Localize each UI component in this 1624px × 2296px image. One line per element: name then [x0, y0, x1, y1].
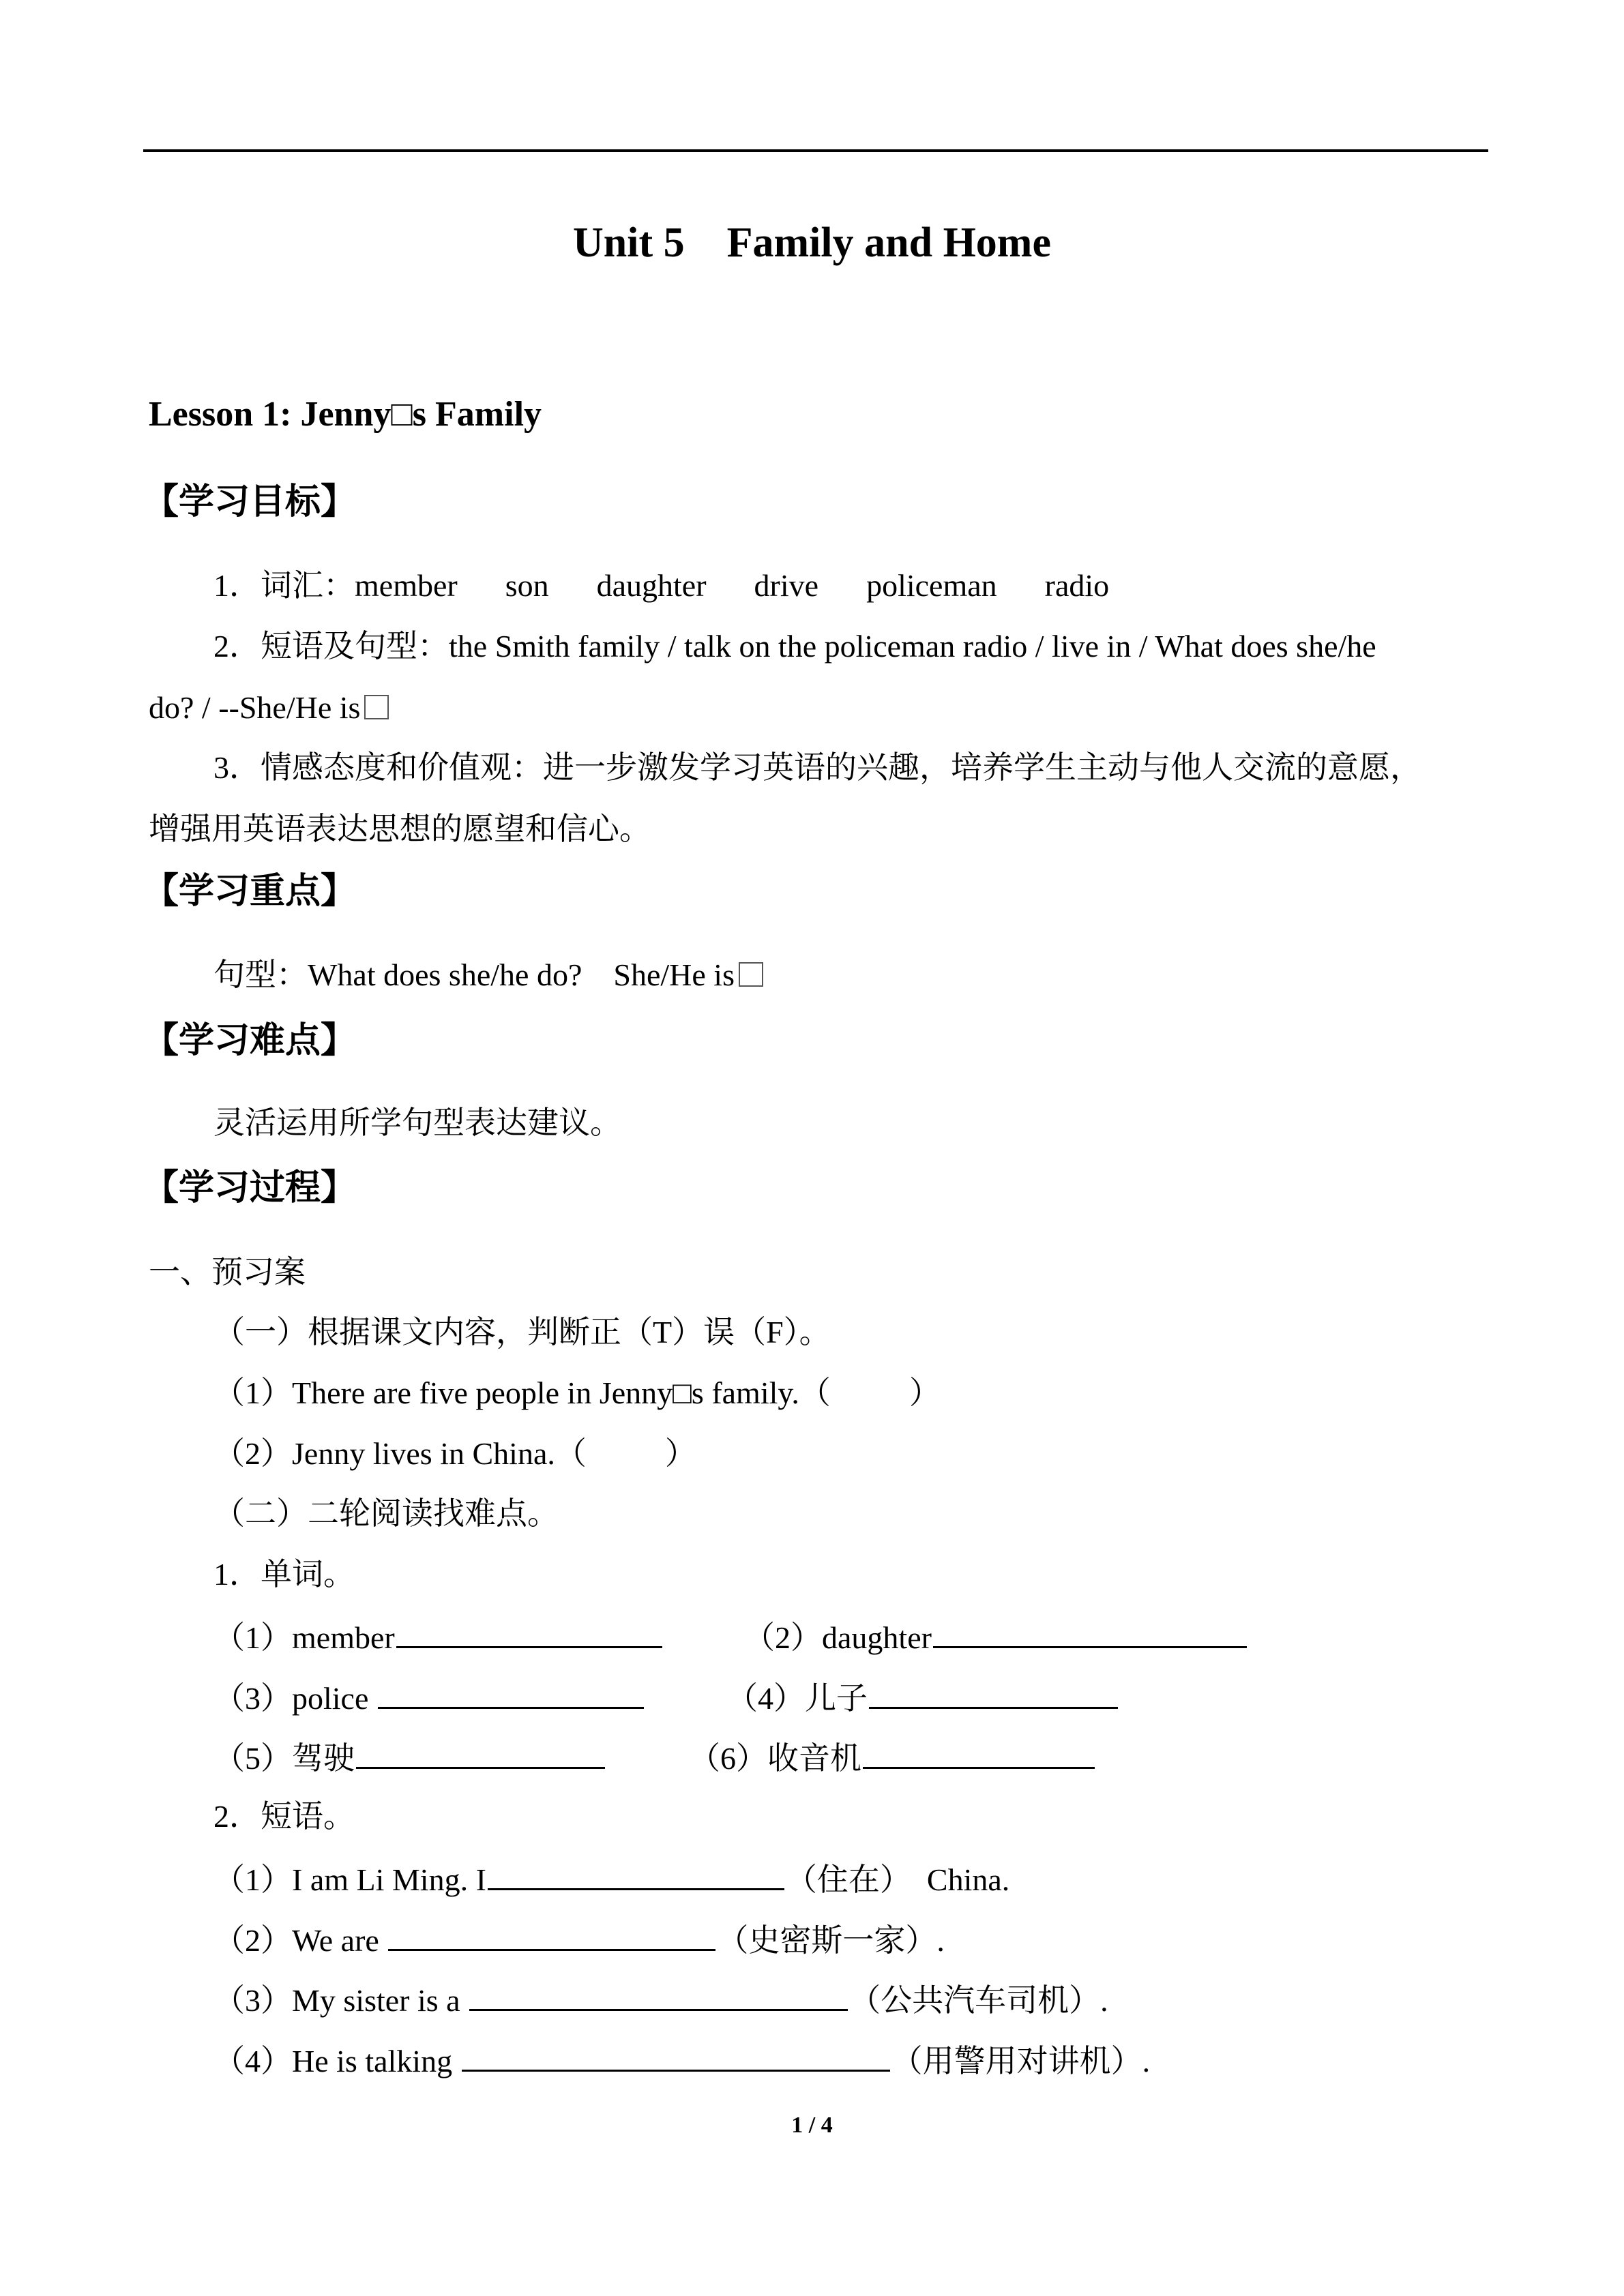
phrase-police-radio: （4）He is talking （用警用对讲机）. [213, 2038, 1150, 2082]
answer-blank[interactable] [863, 1735, 1095, 1769]
lesson-title: Lesson 1: Jenny□s Family [149, 395, 542, 434]
key-points-heading: 【学习重点】 [143, 872, 357, 911]
phrase-live-in: （1）I am Li Ming. I （住在） China. [213, 1857, 1009, 1900]
true-false-question-1: （1）There are five people in Jenny□s family.（ ） [213, 1375, 941, 1410]
page-number: 1 / 4 [791, 2113, 833, 2138]
word-police: （3）police [213, 1675, 645, 1719]
objective-phrases-line1: 2．短语及句型：the Smith family / talk on the policeman radio / live in / What does she/he [213, 629, 1376, 664]
process-heading: 【学习过程】 [143, 1169, 357, 1208]
word-radio-cn: （6）收音机 [689, 1735, 1096, 1779]
answer-blank[interactable] [469, 1978, 848, 2011]
true-false-instructions: （一）根据课文内容，判断正（T）误（F）。 [213, 1315, 831, 1350]
difficulties-heading: 【学习难点】 [143, 1022, 357, 1060]
objective-vocabulary: 1．词汇：member son daughter drive policeman radio [213, 568, 1110, 603]
key-points-text: 句型：What does she/he do? She/He is [213, 955, 763, 996]
objective-phrases-line2: do? / --She/He is [149, 687, 389, 728]
phrase-bus-driver: （3）My sister is a （公共汽车司机）. [213, 1978, 1108, 2021]
answer-blank[interactable] [388, 1918, 715, 1951]
answer-blank[interactable] [378, 1675, 644, 1709]
objective-attitude-line1: 3．情感态度和价值观：进一步激发学习英语的兴趣，培养学生主动与他人交流的意愿， [213, 750, 1421, 785]
phrase-smith-family: （2）We are （史密斯一家）. [213, 1918, 945, 1961]
word-member: （1）member [213, 1615, 664, 1658]
objective-attitude-line2: 增强用英语表达思想的愿望和信心。 [149, 811, 651, 846]
word-drive-cn: （5）驾驶 [213, 1735, 606, 1779]
difficulties-text: 灵活运用所学句型表达建议。 [213, 1105, 621, 1140]
answer-blank[interactable] [462, 2038, 890, 2072]
header-rule [143, 149, 1488, 152]
page-title: Unit 5 Family and Home [573, 220, 1051, 266]
answer-blank[interactable] [396, 1615, 662, 1648]
word-daughter: （2）daughter [743, 1615, 1248, 1658]
word-son-cn: （4）儿子 [726, 1675, 1119, 1719]
placeholder-box-icon [364, 695, 389, 719]
true-false-question-2: （2）Jenny lives in China.（ ） [213, 1436, 696, 1471]
answer-blank[interactable] [356, 1735, 605, 1769]
preview-section-title: 一、预习案 [149, 1255, 306, 1289]
words-title: 1．单词。 [213, 1557, 355, 1592]
placeholder-box-icon [739, 962, 763, 987]
objectives-heading: 【学习目标】 [143, 483, 357, 522]
second-reading-instructions: （二）二轮阅读找难点。 [213, 1496, 559, 1531]
answer-blank[interactable] [933, 1615, 1247, 1648]
phrases-title: 2．短语。 [213, 1799, 355, 1834]
answer-blank[interactable] [869, 1675, 1118, 1709]
answer-blank[interactable] [488, 1857, 784, 1890]
